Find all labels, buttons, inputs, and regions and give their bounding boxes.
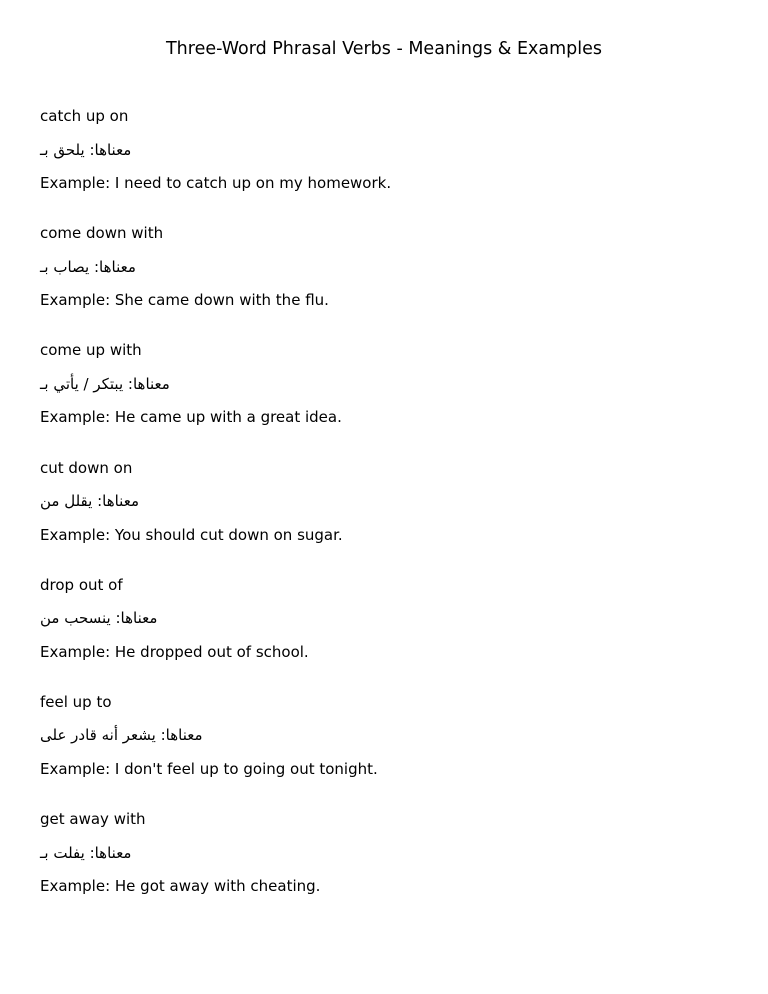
meaning: معناها: يلحق بـ: [40, 140, 132, 159]
example: Example: He dropped out of school.: [40, 642, 309, 661]
phrase: catch up on: [40, 107, 129, 125]
example: Example: You should cut down on sugar.: [40, 525, 343, 544]
example: Example: I need to catch up on my homework.: [40, 174, 392, 192]
phrase: feel up to: [40, 692, 112, 711]
phrase: come up with: [40, 341, 142, 360]
phrase: come down with: [40, 224, 164, 243]
entry-come-down-with: [40, 223, 740, 340]
example: Example: She came down with the flu.: [40, 291, 329, 310]
meaning: معناها: يبتكر / يأتي بـ: [40, 374, 170, 393]
phrase: cut down on: [40, 458, 133, 477]
entry-feel-up-to: [40, 692, 740, 809]
meaning: معناها: يصاب بـ: [40, 257, 136, 276]
example: Example: I don't feel up to going out tonight.: [40, 759, 378, 778]
entry-catch-up-on: [40, 106, 740, 223]
example: Example: He came up with a great idea.: [40, 408, 342, 427]
meaning: معناها: يفلت بـ: [40, 843, 132, 862]
phrase: drop out of: [40, 575, 123, 594]
entry-come-up-with: [40, 340, 740, 457]
entry-drop-out-of: [40, 575, 740, 692]
meaning: معناها: ينسحب من: [40, 609, 158, 628]
phrasal-verb-list: [40, 106, 740, 926]
entry-cut-down-on: [40, 458, 740, 575]
meaning: معناها: يقلل من: [40, 492, 139, 511]
page-title: Three-Word Phrasal Verbs - Meanings & Examples: [165, 39, 602, 59]
phrase: get away with: [40, 810, 146, 829]
meaning: معناها: يشعر أنه قادر على: [40, 726, 203, 745]
entry-get-away-with: [40, 809, 740, 926]
example: Example: He got away with cheating.: [40, 877, 321, 896]
